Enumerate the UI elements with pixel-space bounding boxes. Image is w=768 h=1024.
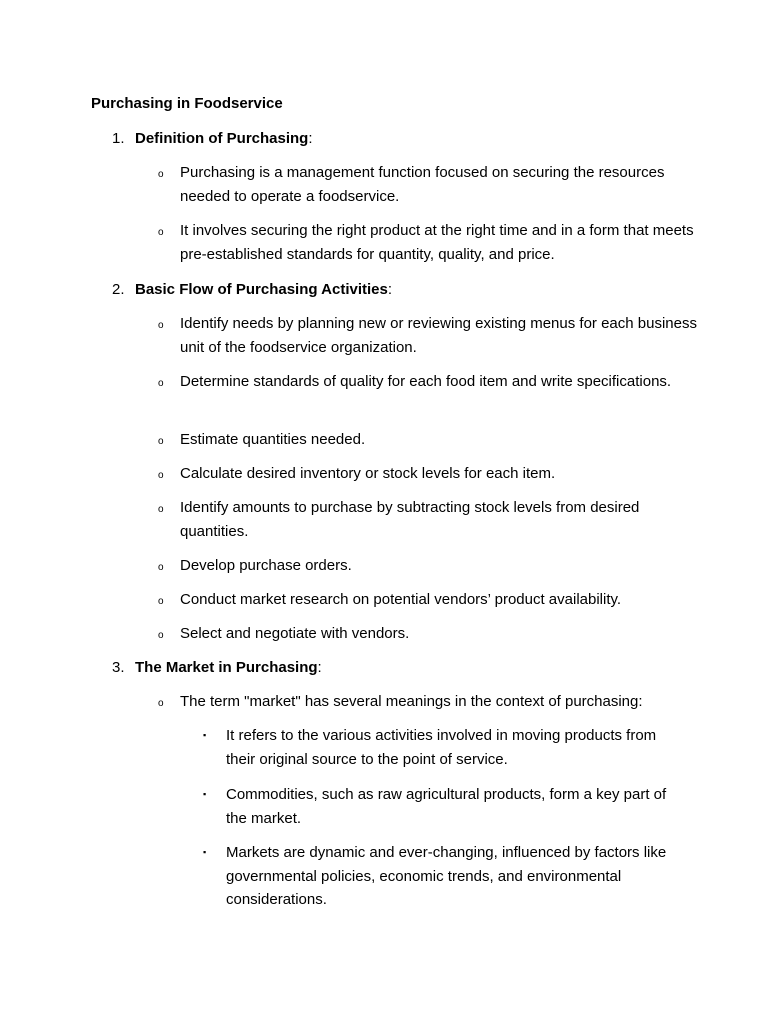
list-item-text: It involves securing the right product at the right time and in a form that meets pre-established standards for quantity, quality, and price. <box>180 222 694 263</box>
section-heading <box>112 127 313 151</box>
list-item <box>158 462 698 488</box>
sub-list-item-text: Commodities, such as raw agricultural products, form a key part of the market. <box>226 786 667 827</box>
section-number: 3. <box>112 659 125 676</box>
circle-bullet-icon: o <box>158 630 164 641</box>
circle-bullet-icon: o <box>158 504 164 515</box>
circle-bullet-icon: o <box>158 562 164 573</box>
list-item <box>158 312 698 359</box>
list-item <box>158 219 698 266</box>
circle-bullet-icon: o <box>158 227 164 238</box>
list-item <box>158 690 698 716</box>
sub-list-item-text: It refers to the various activities involved in moving products from their original source to the point of service. <box>226 727 657 768</box>
sub-list-item <box>203 783 673 830</box>
circle-bullet-icon: o <box>158 436 164 447</box>
list-item <box>158 554 698 580</box>
section-number: 1. <box>112 130 125 147</box>
list-item <box>158 428 698 454</box>
list-item-text: Select and negotiate with vendors. <box>180 625 410 642</box>
circle-bullet-icon: o <box>158 596 164 607</box>
circle-bullet-icon: o <box>158 698 164 709</box>
list-item-text: Conduct market research on potential vendors’ product availability. <box>180 591 622 608</box>
circle-bullet-icon: o <box>158 320 164 331</box>
section-heading-text: Basic Flow of Purchasing Activities <box>135 281 388 298</box>
list-item <box>158 161 698 208</box>
list-item-text: Identify amounts to purchase by subtracting stock levels from desired quantities. <box>180 499 640 540</box>
circle-bullet-icon: o <box>158 378 164 389</box>
square-bullet-icon: ▪ <box>203 730 207 740</box>
sub-list-item <box>203 724 673 771</box>
section-number: 2. <box>112 281 125 298</box>
sub-list-item <box>203 841 673 912</box>
circle-bullet-icon: o <box>158 470 164 481</box>
heading-colon: : <box>317 659 322 676</box>
section-heading-text: The Market in Purchasing <box>135 659 318 676</box>
list-item <box>158 496 698 543</box>
square-bullet-icon: ▪ <box>203 847 207 857</box>
document-title: Purchasing in Foodservice <box>91 95 283 112</box>
square-bullet-icon: ▪ <box>203 789 207 799</box>
heading-colon: : <box>387 281 393 298</box>
list-item <box>158 622 698 648</box>
list-item <box>158 370 698 396</box>
list-item-text: Purchasing is a management function focused on securing the resources needed to operate a foodservice. <box>180 164 665 205</box>
list-item-text: Develop purchase orders. <box>180 557 352 574</box>
list-item-text: The term "market" has several meanings in the context of purchasing: <box>180 693 643 710</box>
section-heading <box>112 278 392 302</box>
section-heading-text: Definition of Purchasing <box>135 130 309 147</box>
list-item <box>158 588 698 614</box>
list-item-text: Calculate desired inventory or stock levels for each item. <box>180 465 556 482</box>
list-item-text: Estimate quantities needed. <box>180 431 366 448</box>
list-item-text: Determine standards of quality for each food item and write specifications. <box>180 373 672 390</box>
heading-colon: : <box>308 130 313 147</box>
list-item-text: Identify needs by planning new or reviewing existing menus for each business unit of the foodservice organization. <box>180 315 697 356</box>
sub-list-item-text: Markets are dynamic and ever-changing, influenced by factors like governmental policies, economic trends, and environmental considerations. <box>226 844 667 908</box>
section-heading <box>112 656 322 680</box>
circle-bullet-icon: o <box>158 169 164 180</box>
